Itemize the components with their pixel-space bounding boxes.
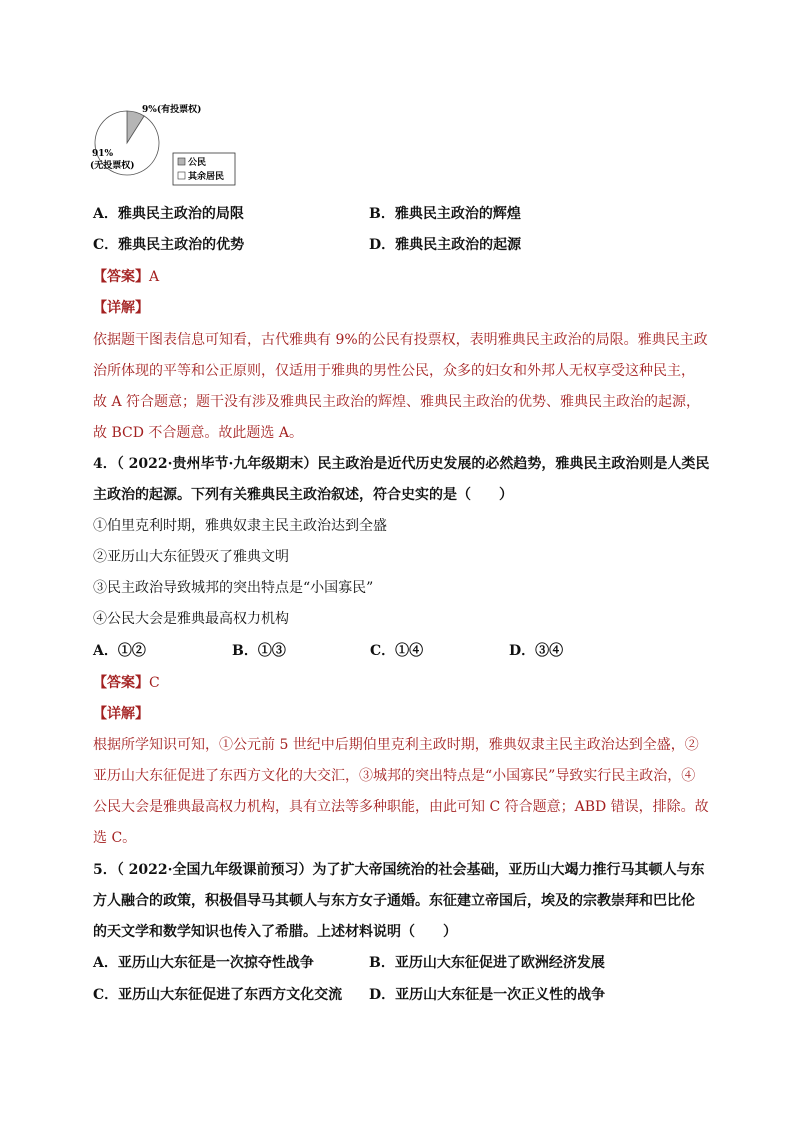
q3-detail-label: 【详解】 xyxy=(93,300,149,316)
q4-detail-line: 公民大会是雅典最高权力机构，具有立法等多种职能，由此可知 C 符合题意；ABD 错误，排除。故 xyxy=(93,799,709,815)
q5-option-a: A．亚历山大东征是一次掠夺性战争 xyxy=(93,955,314,971)
q4-stem-line: 主政治的起源。下列有关雅典民主政治叙述，符合史实的是（ ） xyxy=(93,487,513,503)
q4-answer-label: 【答案】 xyxy=(93,675,149,691)
legend-swatch-others xyxy=(178,172,185,179)
q3-option-c: C．雅典民主政治的优势 xyxy=(93,237,245,253)
q4-option-c: C．①④ xyxy=(370,643,424,659)
q4-answer-value: C xyxy=(149,675,160,691)
pie-chart xyxy=(90,98,250,188)
q4-item: ③民主政治导致城邦的突出特点是“小国寡民” xyxy=(93,580,374,596)
q4-option-b: B．①③ xyxy=(232,643,286,659)
legend-swatch-citizen xyxy=(178,158,185,165)
q4-detail-line: 选 C。 xyxy=(93,830,137,846)
q4-option-a: A．①② xyxy=(93,643,146,659)
slice-label-nonvoting-pct: 91% xyxy=(92,149,114,159)
q3-detail-line: 依据题干图表信息可知看，古代雅典有 9%的公民有投票权，表明雅典民主政治的局限。雅典民主政 xyxy=(93,332,708,348)
q3-answer-label: 【答案】 xyxy=(93,269,149,285)
q3-option-a: A．雅典民主政治的局限 xyxy=(93,206,244,222)
q4-answer xyxy=(93,673,160,693)
q4-stem-line: 4．（ 2022·贵州毕节·九年级期末）民主政治是近代历史发展的必然趋势，雅典民主政治则是人类民 xyxy=(93,456,710,472)
q4-detail-line: 亚历山大东征促进了东西方文化的大交汇，③城邦的突出特点是“小国寡民”导致实行民主政治，④ xyxy=(93,768,696,784)
q4-detail-line: 根据所学知识可知，①公元前 5 世纪中后期伯里克利主政时期，雅典奴隶主民主政治达到全盛，② xyxy=(93,737,699,753)
q4-item: ①伯里克利时期，雅典奴隶主民主政治达到全盛 xyxy=(93,518,387,534)
q4-detail-label: 【详解】 xyxy=(93,706,149,722)
q3-detail-line: 治所体现的平等和公正原则，仅适用于雅典的男性公民，众多的妇女和外邦人无权享受这种民主， xyxy=(93,363,695,379)
q5-option-d: D．亚历山大东征是一次正义性的战争 xyxy=(369,987,606,1003)
q5-stem-line: 方人融合的政策，积极倡导马其顿人与东方女子通婚。东征建立帝国后，埃及的宗教崇拜和巴比伦 xyxy=(93,893,695,909)
q5-option-c: C．亚历山大东征促进了东西方文化交流 xyxy=(93,987,343,1003)
slice-label-nonvoting-text: (无投票权) xyxy=(90,161,135,171)
q3-answer xyxy=(93,267,159,287)
legend-label-citizen: 公民 xyxy=(188,158,207,168)
q4-option-d: D．③④ xyxy=(509,643,564,659)
q5-stem-line: 的天文学和数学知识也传入了希腊。上述材料说明（ ） xyxy=(93,924,457,940)
q4-item: ④公民大会是雅典最高权力机构 xyxy=(93,611,289,627)
q3-detail-line: 故 A 符合题意；题干没有涉及雅典民主政治的辉煌、雅典民主政治的优势、雅典民主政治的起源， xyxy=(93,394,701,410)
q5-option-b: B．亚历山大东征促进了欧洲经济发展 xyxy=(369,955,605,971)
legend-label-others: 其余居民 xyxy=(188,172,225,182)
q3-option-d: D．雅典民主政治的起源 xyxy=(369,237,522,253)
q3-detail-line: 故 BCD 不合题意。故此题选 A。 xyxy=(93,425,303,441)
q4-item: ②亚历山大东征毁灭了雅典文明 xyxy=(93,549,289,565)
q3-answer-value: A xyxy=(149,269,160,285)
q5-stem-line: 5．（ 2022·全国九年级课前预习）为了扩大帝国统治的社会基础，亚历山大竭力推行马其顿人与东 xyxy=(93,862,705,878)
slice-label-voting: 9%(有投票权) xyxy=(142,105,202,115)
q3-option-b: B．雅典民主政治的辉煌 xyxy=(369,206,521,222)
